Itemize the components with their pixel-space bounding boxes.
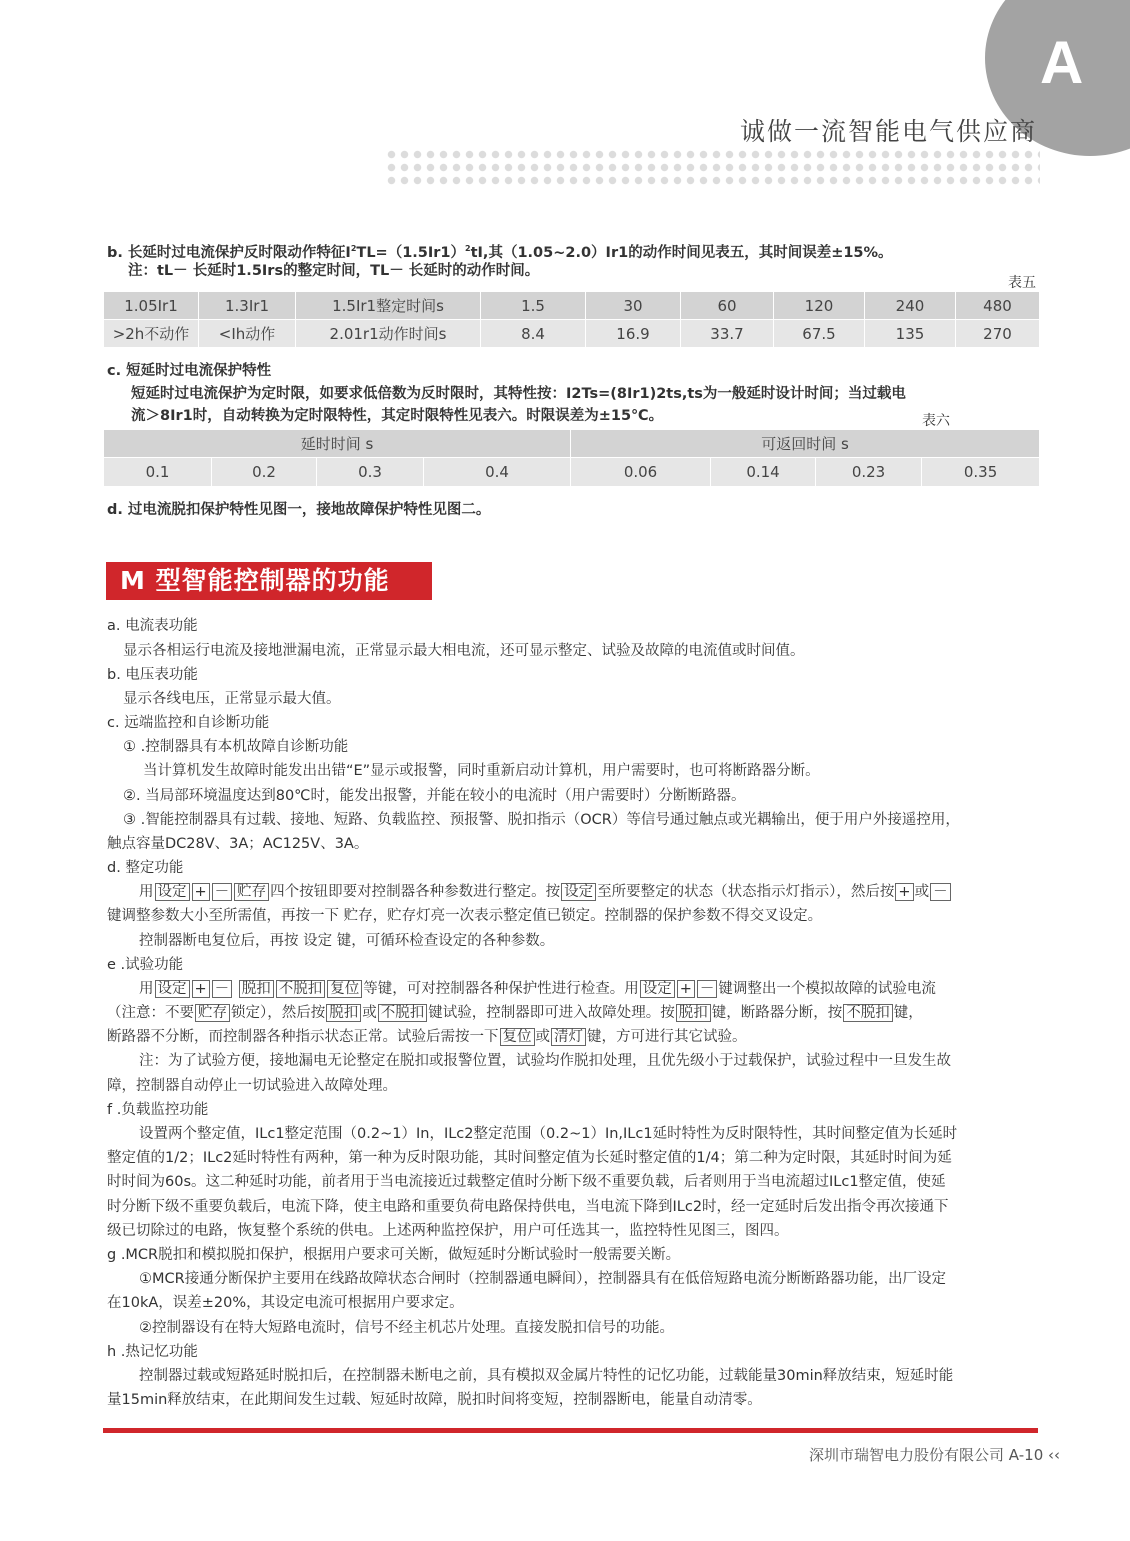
d-text-1 bbox=[139, 881, 952, 903]
text-run: 或 bbox=[914, 884, 930, 900]
h-heading: h .热记忆功能 bbox=[107, 1344, 198, 1360]
plus-key: + bbox=[677, 980, 695, 998]
text-run: 断路器不分断，而控制器各种指示状态正常。试验后需按一下 bbox=[107, 1029, 499, 1045]
d-heading: d. 整定功能 bbox=[107, 860, 184, 876]
a-heading: a. 电流表功能 bbox=[107, 618, 198, 634]
sec-b-heading: b. 长延时过电流保护反时限动作特征$I^2TL=(1.5Ir1)^2tI$,其（1.05~2.0）Ir1的动作时间见表五，其时间误差±15%。 bbox=[107, 244, 893, 261]
text-run: 用 bbox=[139, 981, 154, 997]
table-cell: 30 bbox=[586, 292, 681, 320]
e-text-2 bbox=[107, 1002, 923, 1024]
table-cell: 33.7 bbox=[681, 320, 774, 348]
g-text-1: ①MCR接通分断保护主要用在线路故障状态合闸时（控制器通电瞬间），控制器具有在低倍短路电流分断断路器功能，出厂设定 bbox=[139, 1271, 946, 1287]
trip-key: 脱扣 bbox=[239, 980, 274, 998]
e-heading: e .试验功能 bbox=[107, 957, 184, 973]
table5-row1 bbox=[104, 292, 1040, 320]
sec-c-line2: 流＞8Ir1时，自动转换为定时限特性，其定时限特性见表六。时限误差为±15℃。 bbox=[131, 408, 664, 424]
f-text-4: 时分断下级不重要负载后，电流下降，使主电路和重要负荷电路保持供电，当电流下降到ILc2时，经一定延时后发出指令再次接通下 bbox=[107, 1199, 949, 1215]
g-text-3: ②控制器设有在特大短路电流时，信号不经主机芯片处理。直接发脱扣信号的功能。 bbox=[139, 1320, 674, 1336]
table-cell: 0.2 bbox=[212, 458, 317, 487]
e-text-5: 障，控制器自动停止一切试验进入故障处理。 bbox=[107, 1078, 397, 1094]
text-run: 键，断路器分断，按 bbox=[711, 1005, 843, 1021]
minus-key: － bbox=[212, 883, 233, 901]
c-heading: c. 远端监控和自诊断功能 bbox=[107, 715, 270, 731]
g-heading: g .MCR脱扣和模拟脱扣保护，根据用户要求可关断，做短延时分断试验时一般需要关断。 bbox=[107, 1247, 681, 1263]
e-text-3 bbox=[107, 1026, 747, 1048]
sec-d-text: d. 过电流脱扣保护特性见图一，接地故障保护特性见图二。 bbox=[107, 502, 491, 518]
table-cell: 0.14 bbox=[711, 458, 816, 487]
e-text-4: 注：为了试验方便，接地漏电无论整定在脱扣或报警位置，试验均作脱扣处理，且优先级小于过载保护，试验过程中一旦发生故 bbox=[139, 1053, 951, 1069]
table-cell: 135 bbox=[865, 320, 956, 348]
table-cell: 480 bbox=[956, 292, 1040, 320]
h-text-1: 控制器过载或短路延时脱扣后，在控制器未断电之前，具有模拟双金属片特性的记忆功能，过载能量30min释放结束，短延时能 bbox=[139, 1368, 954, 1384]
table-cell: 16.9 bbox=[586, 320, 681, 348]
section-title: M 型智能控制器的功能 bbox=[106, 562, 432, 600]
reset-key: 复位 bbox=[327, 980, 362, 998]
table-cell: 0.35 bbox=[922, 458, 1040, 487]
table-cell: 60 bbox=[681, 292, 774, 320]
table-header: 可返回时间 s bbox=[571, 430, 1040, 458]
minus-key: － bbox=[930, 883, 951, 901]
table-cell: 0.1 bbox=[104, 458, 212, 487]
f-text-2: 整定值的1/2；ILc2延时特性有两种，第一种为反时限功能，其时间整定值为长延时整定值的1/4；第二种为定时限，其延时时间为延 bbox=[107, 1150, 952, 1166]
minus-key: － bbox=[212, 980, 233, 998]
sec-c-heading: c. 短延时过电流保护特性 bbox=[107, 363, 272, 379]
c-text-3: ②. 当局部环境温度达到80℃时，能发出报警，并能在较小的电流时（用户需要时）分断断路器。 bbox=[123, 788, 746, 804]
company-slogan: 诚做一流智能电气供应商 bbox=[739, 117, 1037, 146]
section-letter: A bbox=[1040, 29, 1084, 96]
table-cell: >2h不动作 bbox=[104, 320, 199, 348]
table5-row2 bbox=[104, 320, 1040, 348]
table-cell: 1.05Ir1 bbox=[104, 292, 199, 320]
table-cell: 120 bbox=[774, 292, 865, 320]
text-run: （注意：不要 bbox=[107, 1005, 194, 1021]
table-cell: 0.23 bbox=[816, 458, 922, 487]
text-run: 键， bbox=[893, 1005, 923, 1021]
dot-pattern bbox=[385, 148, 1040, 188]
table-cell: 240 bbox=[865, 292, 956, 320]
notrip-key: 不脱扣 bbox=[378, 1004, 428, 1022]
text-run: 用 bbox=[139, 884, 154, 900]
table-cell: 1.3Ir1 bbox=[199, 292, 296, 320]
text-run: 键调整出一个模拟故障的试验电流 bbox=[718, 981, 936, 997]
text-run: 键，方可进行其它试验。 bbox=[587, 1029, 747, 1045]
footer-text: 深圳市瑞智电力股份有限公司 A-10 ‹‹ bbox=[809, 1446, 1060, 1464]
table-cell: 2.01r1动作时间s bbox=[296, 320, 481, 348]
notrip-key: 不脱扣 bbox=[843, 1004, 893, 1022]
table-cell: <Ih动作 bbox=[199, 320, 296, 348]
table6-label: 表六 bbox=[922, 413, 950, 429]
table6-row bbox=[104, 458, 1040, 487]
table-cell: 1.5 bbox=[481, 292, 586, 320]
plus-key: + bbox=[895, 883, 913, 901]
c-text-1: ① .控制器具有本机故障自诊断功能 bbox=[123, 739, 349, 755]
a-text: 显示各相运行电流及接地泄漏电流，正常显示最大相电流，还可显示整定、试验及故障的电流值或时间值。 bbox=[123, 643, 805, 659]
table6-head bbox=[104, 430, 1040, 458]
table-header: 延时时间 s bbox=[104, 430, 571, 458]
set-key: 设定 bbox=[155, 883, 190, 901]
trip-key: 脱扣 bbox=[676, 1004, 711, 1022]
f-text-1: 设置两个整定值，ILc1整定范围（0.2~1）In，ILc2整定范围（0.2~1）In,ILc1延时特性为反时限特性，其时间整定值为长延时 bbox=[139, 1126, 958, 1142]
set-key: 设定 bbox=[561, 883, 596, 901]
minus-key: － bbox=[697, 980, 718, 998]
text-run: 四个按钮即要对控制器各种参数进行整定。按 bbox=[270, 884, 561, 900]
text-run: 键试验，控制器即可进入故障处理。按 bbox=[428, 1005, 675, 1021]
table-cell: 0.06 bbox=[571, 458, 711, 487]
c-text-5: 触点容量DC28V、3A；AC125V、3A。 bbox=[107, 836, 369, 852]
table5 bbox=[103, 291, 1040, 348]
f-text-5: 级已切除过的电路，恢复整个系统的供电。上述两种监控保护，用户可任选其一，监控特性见图三，图四。 bbox=[107, 1223, 789, 1239]
b-text: 显示各线电压，正常显示最大值。 bbox=[123, 691, 341, 707]
sec-c-line1: 短延时过电流保护为定时限，如要求低倍数为反时限时，其特性按：I2Ts=(8Ir1)2ts,ts为一般延时设计时间；当过载电 bbox=[131, 386, 906, 402]
g-text-2: 在10kA，误差±20%，其设定电流可根据用户要求定。 bbox=[107, 1295, 464, 1311]
table6 bbox=[103, 429, 1040, 487]
text-run: 或 bbox=[362, 1005, 377, 1021]
table-cell: 0.3 bbox=[317, 458, 424, 487]
notrip-key: 不脱扣 bbox=[276, 980, 326, 998]
trip-key: 脱扣 bbox=[326, 1004, 361, 1022]
f-heading: f .负载监控功能 bbox=[107, 1102, 209, 1118]
c-text-2: 当计算机发生故障时能发出出错“E”显示或报警，同时重新启动计算机，用户需要时，也可将断路器分断。 bbox=[143, 763, 820, 779]
text-run: 等键，可对控制器各种保护性进行检查。用 bbox=[363, 981, 639, 997]
store-key: 贮存 bbox=[195, 1004, 230, 1022]
plus-key: + bbox=[192, 883, 210, 901]
text-run: 锁定），然后按 bbox=[231, 1005, 326, 1021]
h-text-2: 量15min释放结束，在此期间发生过载、短延时故障，脱扣时间将变短，控制器断电，能量自动清零。 bbox=[107, 1392, 762, 1408]
table-cell: 0.4 bbox=[424, 458, 571, 487]
sec-b-note: 注：tL－ 长延时1.5Irs的整定时间，TL－ 长延时的动作时间。 bbox=[128, 263, 540, 279]
table-cell: 67.5 bbox=[774, 320, 865, 348]
set-key: 设定 bbox=[155, 980, 190, 998]
clear-key: 清灯 bbox=[551, 1028, 586, 1046]
plus-key: + bbox=[192, 980, 210, 998]
e-text-1 bbox=[139, 978, 936, 1000]
table5-label: 表五 bbox=[1008, 275, 1036, 291]
table-cell: 8.4 bbox=[481, 320, 586, 348]
text-run: 至所要整定的状态（状态指示灯指示），然后按 bbox=[597, 884, 895, 900]
reset-key: 复位 bbox=[500, 1028, 535, 1046]
table-cell: 270 bbox=[956, 320, 1040, 348]
text-run: 或 bbox=[535, 1029, 550, 1045]
d-text-3: 控制器断电复位后，再按 设定 键，可循环检查设定的各种参数。 bbox=[139, 933, 555, 949]
c-text-4: ③ .智能控制器具有过载、接地、短路、负载监控、预报警、脱扣指示（OCR）等信号通过触点或光耦输出，便于用户外接遥控用， bbox=[123, 812, 960, 828]
store-key: 贮存 bbox=[234, 883, 269, 901]
table-cell: 1.5Ir1整定时间s bbox=[296, 292, 481, 320]
footer-rule bbox=[103, 1428, 1038, 1433]
set-key: 设定 bbox=[640, 980, 675, 998]
f-text-3: 时时间为60s。这二种延时功能，前者用于当电流接近过载整定值时分断下级不重要负载，后者则用于当电流超过ILc1整定值，使延 bbox=[107, 1174, 946, 1190]
d-text-2: 键调整参数大小至所需值，再按一下 贮存，贮存灯亮一次表示整定值已锁定。控制器的保护参数不得交叉设定。 bbox=[107, 908, 823, 924]
b-heading: b. 电压表功能 bbox=[107, 667, 198, 683]
